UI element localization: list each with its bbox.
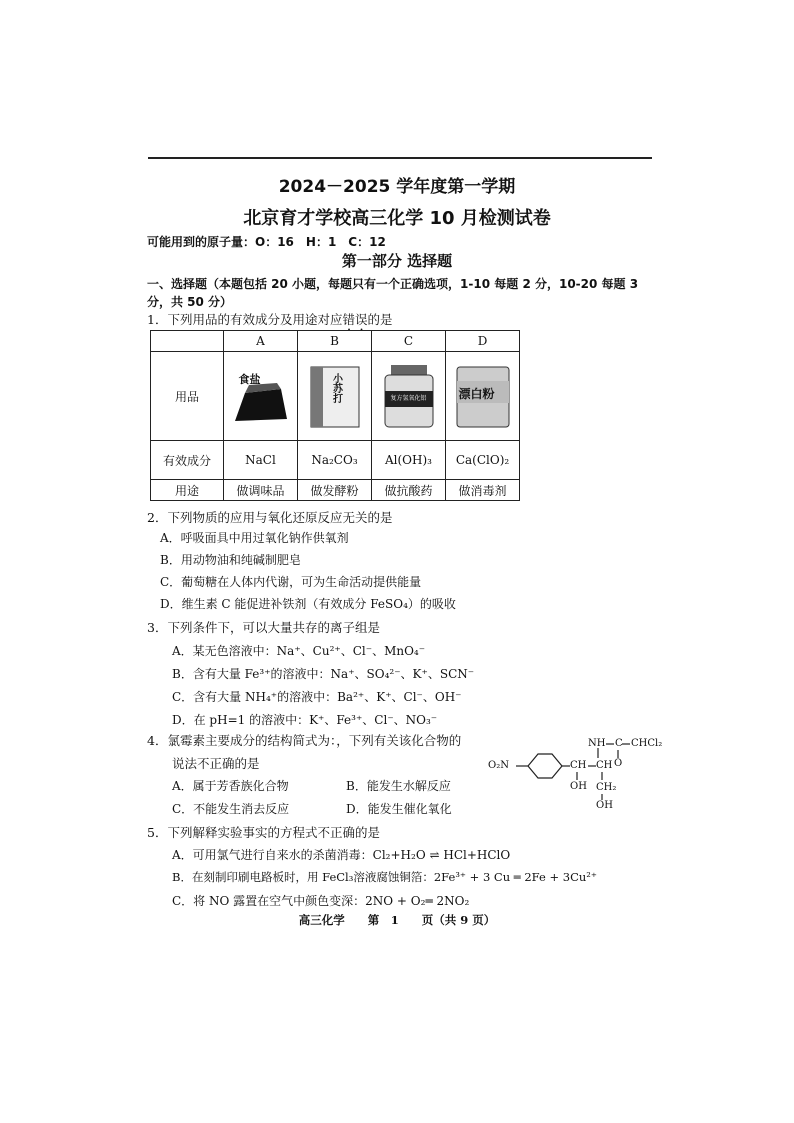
row-label-component: 有效成分 [151,441,224,480]
mol-oh-2: OH [596,800,613,811]
col-header-b: B [298,331,372,352]
q3-option-a: A．某无色溶液中：Na⁺、Cu²⁺、Cl⁻、MnO₄⁻ [172,644,426,658]
component-b: Na₂CO₃ [298,441,372,480]
q1-table [150,330,520,501]
pic-soda [298,352,372,441]
q2-option-a: A．呼吸面具中用过氧化钠作供氧剂 [160,531,349,545]
q4-option-b: B．能发生水解反应 [346,779,451,793]
q4-option-a: A．属于芳香族化合物 [172,779,289,793]
part-title: 第一部分 选择题 [341,252,453,270]
use-b: 做发酵粉 [298,480,372,501]
q3-option-d: D．在 pH=1 的溶液中：K⁺、Fe³⁺、Cl⁻、NO₃⁻ [172,713,438,727]
mol-nh: NH [588,738,606,749]
use-a: 做调味品 [224,480,298,501]
bleach-label: 漂白粉 [458,387,495,401]
q2-option-b: B．用动物油和纯碱制肥皂 [160,553,301,567]
mol-ch-2: CH [596,760,613,771]
col-header-c: C [372,331,446,352]
mol-ch-1: CH [570,760,587,771]
mol-carbonyl-o: O [614,758,623,769]
q2-option-c: C．葡萄糖在人体内代谢，可为生命活动提供能量 [160,575,422,589]
pic-salt [224,352,298,441]
pic-bleach [446,352,520,441]
year-title: 2024－2025 学年度第一学期 [278,177,516,197]
header-rule [148,157,652,159]
q1-stem-c: 的是 [367,312,393,327]
q3-option-b: B．含有大量 Fe³⁺的溶液中：Na⁺、SO₄²⁻、K⁺、SCN⁻ [172,667,475,681]
q4-stem-line2: 说法不正确的是 [172,756,260,771]
mol-no2: O₂N [488,760,509,771]
pic-antacid [372,352,446,441]
exam-title: 北京育才学校高三化学 10 月检测试卷 [243,208,551,229]
q2-option-d: D．维生素 C 能促进补铁剂（有效成分 FeSO₄）的吸收 [160,597,456,611]
q2-stem: 2．下列物质的应用与氧化还原反应无关的是 [147,510,393,525]
row-label-use: 用途 [151,480,224,501]
page-footer: 高三化学 第 1 页（共 9 页） [298,913,496,927]
q5-option-a: A．可用氯气进行自来水的杀菌消毒：Cl₂+H₂O ⇌ HCl+HClO [172,848,511,862]
q1-stem-emph: 错误 [342,312,368,327]
antacid-label: 复方氢氧化铝 [390,395,427,402]
q5-stem: 5．下列解释实验事实的方程式不正确的是 [147,825,380,840]
q4-option-d: D．能发生催化氧化 [346,802,452,816]
q3-option-c: C．含有大量 NH₄⁺的溶液中：Ba²⁺、K⁺、Cl⁻、OH⁻ [172,690,462,704]
q3-stem: 3．下列条件下，可以大量共存的离子组是 [147,620,380,635]
component-d: Ca(ClO)₂ [446,441,520,480]
antacid-bottle-image [379,363,439,429]
component-c: Al(OH)₃ [372,441,446,480]
soda-label: 小苏打 [330,373,342,403]
bleach-can-image [453,363,513,429]
use-d: 做消毒剂 [446,480,520,501]
component-a: NaCl [224,441,298,480]
q1-stem-a: 1．下列用品的有效成分及用途对应 [147,312,343,327]
baking-soda-image [305,363,365,429]
table-corner [151,331,224,352]
atomic-masses: 可能用到的原子量：O：16 H：1 C：12 [147,235,386,249]
q4-option-c: C．不能发生消去反应 [172,802,290,816]
q4-stem-line1: 4．氯霉素主要成分的结构简式为：，下列有关该化合物的 [147,733,462,748]
mol-c: C [615,738,623,749]
col-header-a: A [224,331,298,352]
mol-oh-1: OH [570,781,587,792]
use-c: 做抗酸药 [372,480,446,501]
salt-bag-image [231,363,291,429]
col-header-d: D [446,331,520,352]
mol-chcl2: CHCl₂ [631,738,663,749]
row-label-item: 用品 [151,352,224,441]
mol-ch2: CH₂ [596,782,617,793]
salt-label: 食盐 [238,373,261,386]
q5-option-c: C．将 NO 露置在空气中颜色变深：2NO + O₂═ 2NO₂ [172,894,470,908]
section-instructions: 一、选择题（本题包括 20 小题，每题只有一个正确选项，1-10 每题 2 分，10-20 每题 3 分，共 50 分） [147,277,639,309]
q5-option-b: B．在刻制印刷电路板时，用 FeCl₃溶液腐蚀铜箔：2Fe³⁺ + 3 Cu ═ 2Fe + 3Cu²⁺ [172,870,597,884]
